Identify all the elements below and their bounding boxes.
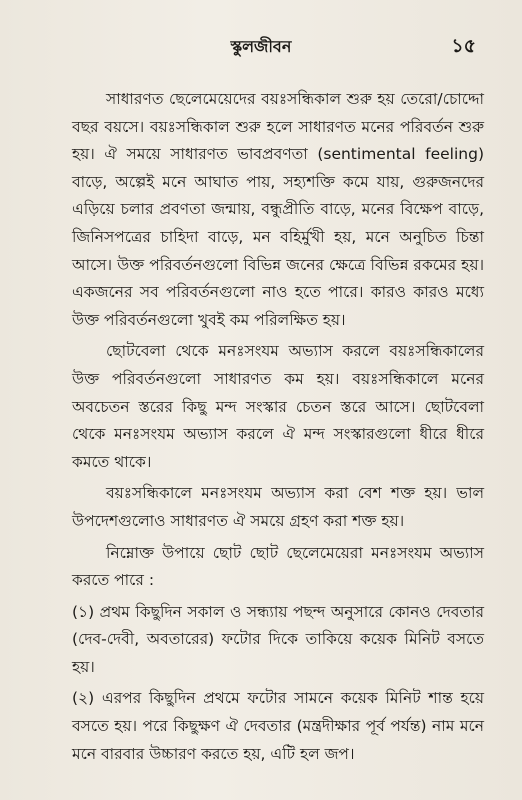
list-item-2: (২) এরপর কিছুদিন প্রথমে ফটোর সামনে কয়েক মিনিট শান্ত হয়ে বসতে হয়। পরে কিছুক্ষণ ঐ দেবতার (মন্ত্রদীক্ষার পূর্ব পর্যন্ত) নাম মনে মনে বারবার উচ্চারণ করতে হয়, এটি হল জপ। bbox=[72, 689, 484, 763]
chapter-title: স্কুলজীবন bbox=[230, 37, 292, 56]
page-number: ১৫ bbox=[451, 35, 476, 57]
page-body bbox=[72, 86, 484, 772]
list-item-1: (১) প্রথম কিছুদিন সকাল ও সন্ধ্যায় পছন্দ অনুসারে কোনও দেবতার (দেব-দেবী, অবতারের) ফটোর দিকে তাকিয়ে কয়েক মিনিট বসতে হয়। bbox=[72, 602, 484, 676]
paragraph-difficulty: বয়ঃসন্ধিকালে মনঃসংযম অভ্যাস করা বেশ শক্ত হয়। ভাল উপদেশগুলোও সাধারণত ঐ সময়ে গ্রহণ করা শক্ত হয়। bbox=[72, 484, 484, 530]
paragraph-methods-intro: নিম্নোক্ত উপায়ে ছোট ছোট ছেলেমেয়েরা মনঃসংযম অভ্যাস করতে পারে : bbox=[72, 543, 484, 590]
paragraph-self-control: ছোটবেলা থেকে মনঃসংযম অভ্যাস করলে বয়ঃসন্ধিকালের উক্ত পরিবর্তনগুলো সাধারণত কম হয়। বয়ঃসন্ধিকালে মনের অবচেতন স্তরের কিছু মন্দ সংস্কার চেতন স্তরে আসে। ছোটবেলা থেকে মনঃসংযম অভ্যাস করলে ঐ মন্দ সংস্কারগুলো ধীরে ধীরে কমতে থাকে। bbox=[72, 342, 484, 471]
running-header bbox=[0, 34, 522, 58]
paragraph-adolescence: সাধারণত ছেলেমেয়েদের বয়ঃসন্ধিকাল শুরু হয় তেরো/চোদ্দো বছর বয়সে। বয়ঃসন্ধিকাল শুরু হলে সাধারণত মনের পরিবর্তন শুরু হয়। ঐ সময়ে সাধারণত ভাবপ্রবণতা (sentimental feeling) বাড়ে, অল্পেই মনে আঘাত পায়, সহ্যশক্তি কমে যায়, গুরুজনদের এড়িয়ে চলার প্রবণতা জন্মায়, বন্ধুপ্রীতি বাড়ে, মনের বিক্ষেপ বাড়ে, জিনিসপত্রের চাহিদা বাড়ে, মন বহির্মুখী হয়, মনে অনুচিত চিন্তা আসে। উক্ত পরিবর্তনগুলো বিভিন্ন জনের ক্ষেত্রে বিভিন্ন রকমের হয়। একজনের সব পরিবর্তনগুলো নাও হতে পারে। কারও কারও মধ্যে উক্ত পরিবর্তনগুলো খুবই কম পরিলক্ষিত হয়। bbox=[72, 90, 484, 329]
